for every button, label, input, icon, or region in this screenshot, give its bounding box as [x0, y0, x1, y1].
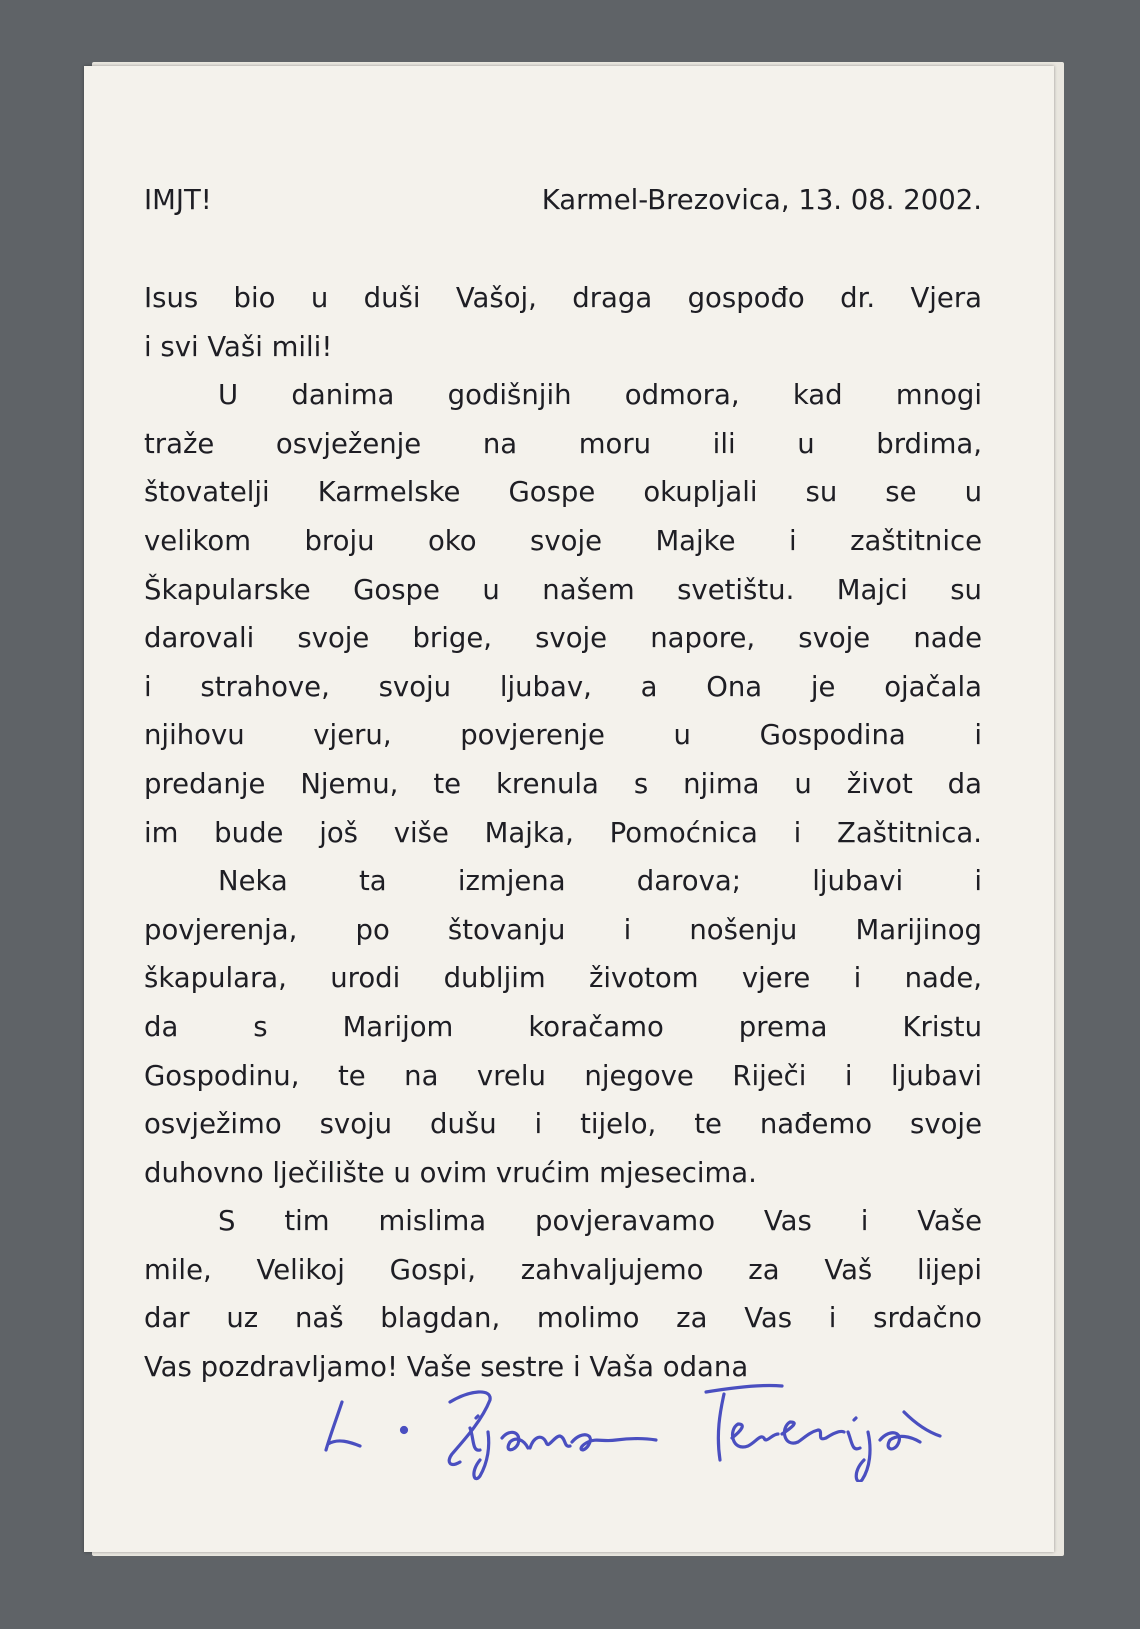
paragraph-line: mile, Velikoj Gospi, zahvaljujemo za Vaš lijepi	[144, 1253, 982, 1286]
paragraph-line: Vas pozdravljamo! Vaše sestre i Vaša odana	[144, 1351, 749, 1384]
paragraph-3	[144, 1197, 982, 1391]
paragraph-line: Gospodinu, te na vrelu njegove Riječi i ljubavi	[144, 1059, 982, 1092]
signature-stroke	[880, 1433, 920, 1449]
paragraph-line: S tim mislima povjeravamo Vas i Vaše	[218, 1205, 982, 1238]
paragraph-line: povjerenja, po štovanju i nošenju Marijinog	[144, 913, 982, 946]
signature-stroke	[848, 1418, 860, 1449]
paragraph-line: Neka ta izmjena darova; ljubavi i	[218, 865, 982, 898]
signature-stroke	[856, 1432, 870, 1481]
paragraph-line: velikom broju oko svoje Majke i zaštitnice	[144, 524, 982, 557]
signature-stroke	[502, 1432, 528, 1449]
paragraph-line: osvježimo svoju dušu i tijelo, te nađemo svoje	[144, 1108, 982, 1141]
paragraph-1	[144, 371, 982, 857]
salutation	[144, 274, 982, 371]
paragraph-line: njihovu vjeru, povjerenje u Gospodina i	[144, 719, 982, 752]
paragraph-line: Škapularske Gospe u našem svetištu. Majci su	[144, 573, 982, 606]
letter-header	[144, 176, 982, 225]
paragraph-line: i strahove, svoju ljubav, a Ona je ojačala	[144, 670, 982, 703]
salutation-line: Isus bio u duši Vašoj, draga gospođo dr. Vjera	[144, 282, 982, 314]
paragraph-line: darovali svoje brige, svoje napore, svoje nade	[144, 622, 982, 655]
paragraph-line: predanje Njemu, te krenula s njima u život da	[144, 767, 982, 800]
paragraph-line: dar uz naš blagdan, molimo za Vas i srdačno	[144, 1302, 982, 1335]
signature-stroke	[706, 1385, 782, 1460]
paragraph-line: duhovno lječilište u ovim vrućim mjesecima.	[144, 1156, 757, 1189]
header-gap	[144, 225, 982, 274]
paragraph-line: traže osvježenje na moru ili u brdima,	[144, 427, 982, 460]
signature-stroke	[732, 1424, 778, 1447]
greeting-code: IMJT!	[144, 184, 212, 216]
paragraph-line: da s Marijom koračamo prema Kristu	[144, 1010, 982, 1043]
signature-stroke	[474, 1432, 489, 1479]
signature-stroke	[530, 1436, 570, 1448]
signature-dot	[402, 1428, 407, 1433]
paragraph-line: škapulara, urodi dubljim životom vjere i nade,	[144, 962, 982, 995]
place-date: Karmel-Brezovica, 13. 08. 2002.	[541, 184, 982, 216]
handwritten-signature	[320, 1372, 980, 1482]
salutation-line: i svi Vaši mili!	[144, 330, 333, 363]
signature-stroke	[904, 1412, 940, 1436]
signature-stroke	[572, 1435, 656, 1450]
paragraph-2	[144, 857, 982, 1197]
signature-stroke	[782, 1422, 844, 1443]
paragraph-line: U danima godišnjih odmora, kad mnogi	[218, 379, 982, 412]
paragraph-line: štovatelji Karmelske Gospe okupljali su se u	[144, 476, 982, 509]
letter-body	[144, 176, 982, 1392]
paragraph-line: im bude još više Majka, Pomoćnica i Zaštitnica.	[144, 816, 982, 849]
signature-stroke	[326, 1402, 360, 1450]
